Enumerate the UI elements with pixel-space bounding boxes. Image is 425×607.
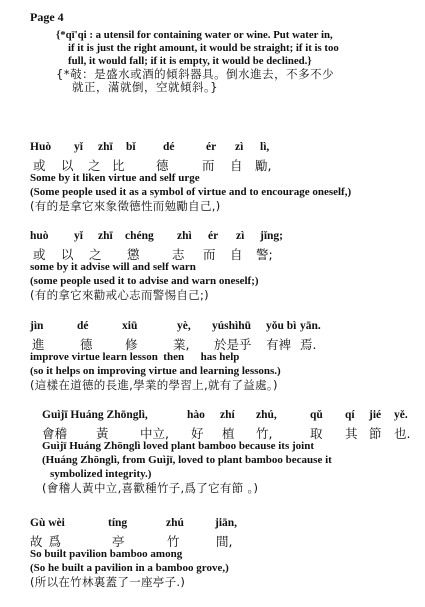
pinyin-word: yǐ: [74, 141, 83, 153]
pinyin-word: yě.: [394, 409, 408, 421]
pinyin-word: Guìjī Huáng Zhōnglì,: [42, 409, 148, 421]
word-gloss: Some by it liken virtue and self urge: [30, 172, 200, 184]
chinese-char: 而: [203, 247, 216, 262]
page-number: Page 4: [30, 10, 64, 24]
verse-block-2: [30, 230, 420, 303]
note-zh-line: {*攲：是盛水或酒的傾斜器具。倒水進去，不多不少: [56, 67, 335, 81]
pinyin-word: bǐ: [126, 141, 136, 153]
note-en-line: if it is just the right amount, it would be straight; if it is too: [68, 42, 339, 54]
pinyin-word: yǐ: [74, 230, 83, 242]
english-translation: (So he built a pavilion in a bamboo grove,): [30, 562, 229, 574]
chinese-char: 之: [89, 247, 102, 262]
chinese-char: 竹,: [256, 426, 273, 441]
verse-block-1: [30, 141, 420, 214]
pinyin-word: yúshìhū: [212, 320, 252, 332]
pinyin-word: qǔ: [310, 409, 323, 421]
chinese-char: 其: [345, 426, 358, 441]
chinese-char: 於是乎: [214, 337, 252, 352]
pinyin-word: chéng: [125, 230, 154, 242]
chinese-char: 自: [230, 158, 243, 173]
chinese-char: 好: [191, 426, 204, 441]
chinese-translation: (所以在竹林裏蓋了一座亭子.): [30, 575, 186, 589]
chinese-char: 有裨: [266, 337, 292, 352]
chinese-char: 志: [172, 247, 185, 262]
chinese-char: 節: [369, 426, 382, 441]
chinese-translation: (會稽人黃中立,喜歡種竹子,爲了它有節 。): [42, 481, 259, 495]
chinese-char: 業,: [173, 337, 190, 352]
chinese-char: 進: [32, 337, 45, 352]
pinyin-word: ér: [208, 230, 219, 242]
chinese-translation: (有的拿它來勸戒心志而警惕自己;): [30, 288, 209, 302]
pinyin-word: jǐng;: [260, 230, 283, 242]
note-en-line: full, it would fall; if it is empty, it would be declined.}: [68, 55, 312, 67]
pinyin-word: zì: [235, 141, 244, 153]
chinese-char: 而: [202, 158, 215, 173]
pinyin-word: jiān,: [215, 517, 238, 529]
english-translation: (Huáng Zhōnglì, from Guìjī, loved to plant bamboo because it: [42, 454, 332, 466]
pinyin-row: [30, 517, 420, 532]
pinyin-word: tíng: [108, 517, 128, 529]
chinese-char: 比: [112, 158, 125, 173]
chinese-char: 之: [88, 158, 101, 173]
chinese-char: 竹: [167, 534, 180, 549]
english-translation: (some people used it to advise and warn oneself;): [30, 275, 259, 287]
verse-block-5: [30, 517, 420, 590]
chinese-char: 故爲: [30, 534, 68, 549]
chinese-char: 植: [222, 426, 235, 441]
chinese-char: 以: [61, 158, 74, 173]
character-row: [30, 156, 420, 171]
pinyin-word: huò: [30, 230, 49, 242]
english-translation: (Some people used it as a symbol of virtue and to encourage oneself,): [30, 186, 352, 198]
pinyin-word: zhú: [166, 517, 184, 529]
note-en-line: {*qī'qi : a utensil for containing water or wine. Put water in,: [56, 29, 333, 41]
qi-vessel-note: [56, 29, 418, 94]
chinese-char: 也.: [394, 426, 411, 441]
pinyin-word: qí: [345, 409, 355, 421]
chinese-char: 警;: [256, 247, 273, 262]
character-row: [30, 532, 420, 547]
pinyin-word: lì,: [260, 141, 270, 153]
character-row: [30, 245, 420, 260]
chinese-char: 德: [80, 337, 93, 352]
character-row: [42, 424, 425, 439]
pinyin-word: dé: [163, 141, 175, 153]
chinese-char: 德: [156, 158, 169, 173]
chinese-char: 會稽: [42, 426, 68, 441]
chinese-char: 焉.: [300, 337, 317, 352]
pinyin-row: [42, 409, 425, 424]
pinyin-word: jìn: [30, 320, 44, 332]
pinyin-word: jié: [369, 409, 382, 421]
pinyin-row: [30, 320, 420, 335]
pinyin-word: hào: [187, 409, 205, 421]
word-gloss: So built pavilion bamboo among: [30, 548, 183, 560]
word-gloss: some by it advise will and self warn: [30, 261, 196, 273]
pinyin-word: ér: [206, 141, 217, 153]
chinese-char: 以: [61, 247, 74, 262]
word-gloss: improve virtue learn lesson then has help: [30, 351, 240, 363]
chinese-char: 或: [33, 247, 46, 262]
pinyin-word: Gù wèi: [30, 517, 65, 529]
pinyin-word: yè,: [177, 320, 191, 332]
chinese-char: 中立,: [140, 426, 169, 441]
chinese-char: 懲: [127, 247, 140, 262]
pinyin-word: yān.: [300, 320, 321, 332]
chinese-char: 亭: [112, 534, 125, 549]
pinyin-word: zhī: [98, 141, 113, 153]
pinyin-word: zhì: [177, 230, 192, 242]
chinese-char: 取: [310, 426, 323, 441]
word-gloss: Guìjī Huáng Zhōnglì loved plant bamboo because its joint: [42, 440, 314, 452]
note-zh-line: 就正，滿就倒，空就傾斜。}: [72, 80, 219, 94]
verse-block-4: [42, 409, 425, 496]
english-translation: (so it helps on improving virtue and learning lessons.): [30, 365, 281, 377]
chinese-translation: (這樣在道德的長進,學業的學習上,就有了益處。): [30, 378, 278, 392]
pinyin-word: zhú,: [256, 409, 277, 421]
chinese-char: 勵,: [255, 158, 272, 173]
pinyin-row: [30, 141, 420, 156]
chinese-char: 修: [125, 337, 138, 352]
pinyin-word: Huò: [30, 141, 52, 153]
chinese-char: 間,: [216, 534, 233, 549]
pinyin-word: zhī: [98, 230, 113, 242]
pinyin-word: xiū: [122, 320, 138, 332]
pinyin-word: yǒu bì: [266, 320, 297, 332]
verse-block-3: [30, 320, 420, 393]
character-row: [30, 335, 420, 350]
chinese-char: 自: [230, 247, 243, 262]
chinese-char: 黃: [96, 426, 109, 441]
pinyin-word: zhí: [220, 409, 235, 421]
pinyin-row: [30, 230, 420, 245]
english-translation: symbolized integrity.): [50, 468, 152, 480]
chinese-char: 或: [33, 158, 46, 173]
pinyin-word: zì: [236, 230, 245, 242]
chinese-translation: (有的是拿它來象徵德性而勉勵自己,): [30, 199, 221, 213]
pinyin-word: dé: [77, 320, 89, 332]
